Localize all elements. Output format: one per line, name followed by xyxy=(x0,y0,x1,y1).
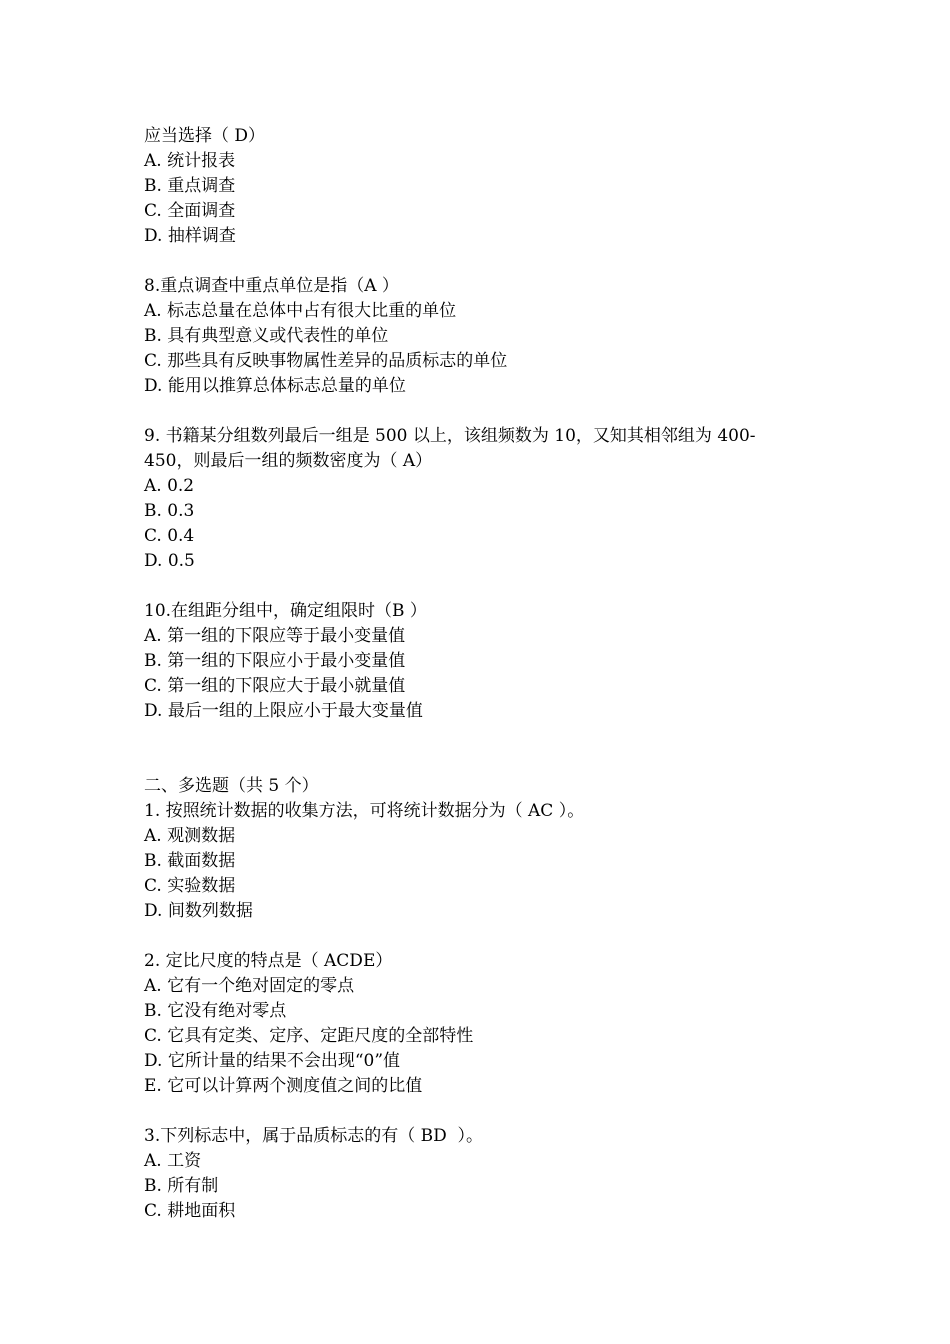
option-d: D. 抽样调查 xyxy=(144,226,236,246)
option-b: B. 截面数据 xyxy=(144,851,236,871)
option-b: B. 所有制 xyxy=(144,1176,219,1196)
section-heading: 二、多选题（共 5 个） xyxy=(144,776,319,796)
question-stem: 8.重点调查中重点单位是指（A ） xyxy=(144,276,399,296)
option-c: C. 实验数据 xyxy=(144,876,236,896)
option-d: D. 能用以推算总体标志总量的单位 xyxy=(144,376,406,396)
option-b: B. 重点调查 xyxy=(144,176,236,196)
option-a: A. 第一组的下限应等于最小变量值 xyxy=(144,626,406,646)
option-a: A. 它有一个绝对固定的零点 xyxy=(144,976,355,996)
option-b: B. 具有典型意义或代表性的单位 xyxy=(144,326,389,346)
option-c: C. 那些具有反映事物属性差异的品质标志的单位 xyxy=(144,351,508,371)
option-a: A. 观测数据 xyxy=(144,826,236,846)
option-b: B. 第一组的下限应小于最小变量值 xyxy=(144,651,406,671)
question-stem: 应当选择（ D） xyxy=(144,126,266,146)
question-stem: 3.下列标志中，属于品质标志的有（ BD ）。 xyxy=(144,1126,484,1146)
option-d: D. 间数列数据 xyxy=(144,901,253,921)
option-e: E. 它可以计算两个测度值之间的比值 xyxy=(144,1076,423,1096)
document-body xyxy=(144,124,824,1224)
option-a: A. 工资 xyxy=(144,1151,202,1171)
option-a: A. 0.2 xyxy=(144,476,195,496)
option-a: A. 标志总量在总体中占有很大比重的单位 xyxy=(144,301,457,321)
option-d: D. 0.5 xyxy=(144,551,195,571)
option-b: B. 它没有绝对零点 xyxy=(144,1001,287,1021)
question-stem-continued: 450，则最后一组的频数密度为（ A） xyxy=(144,451,433,471)
option-c: C. 全面调查 xyxy=(144,201,236,221)
option-b: B. 0.3 xyxy=(144,501,195,521)
option-c: C. 0.4 xyxy=(144,526,195,546)
option-c: C. 第一组的下限应大于最小就量值 xyxy=(144,676,406,696)
question-stem: 1. 按照统计数据的收集方法，可将统计数据分为（ AC ）。 xyxy=(144,801,585,821)
option-c: C. 它具有定类、定序、定距尺度的全部特性 xyxy=(144,1026,474,1046)
option-c: C. 耕地面积 xyxy=(144,1201,236,1221)
option-a: A. 统计报表 xyxy=(144,151,236,171)
question-stem: 10.在组距分组中，确定组限时（B ） xyxy=(144,601,427,621)
option-d: D. 最后一组的上限应小于最大变量值 xyxy=(144,701,423,721)
question-stem: 9. 书籍某分组数列最后一组是 500 以上，该组频数为 10，又知其相邻组为 400- xyxy=(144,426,756,446)
option-d: D. 它所计量的结果不会出现“0”值 xyxy=(144,1051,401,1071)
question-stem: 2. 定比尺度的特点是（ ACDE） xyxy=(144,951,393,971)
